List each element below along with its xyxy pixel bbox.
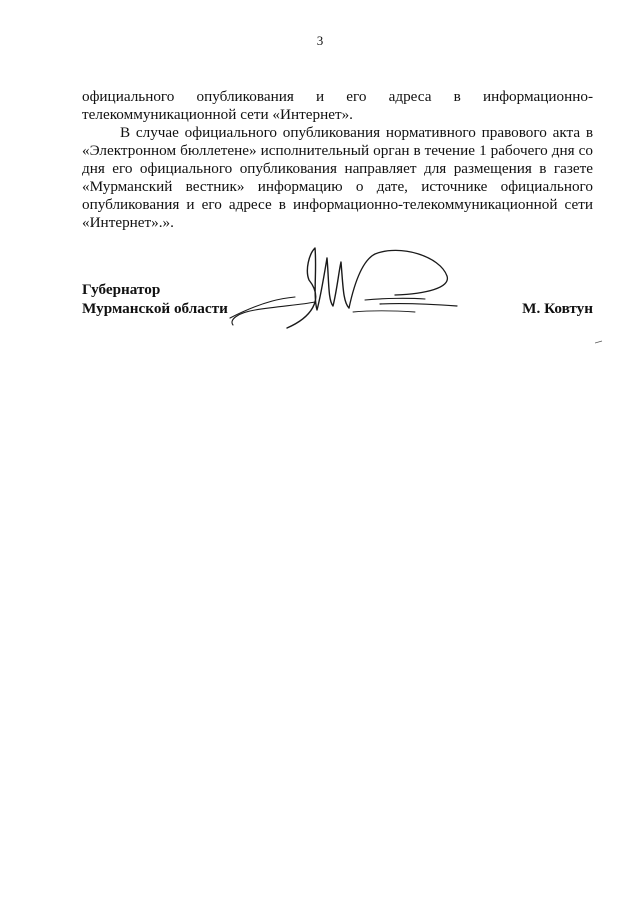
signatory-position [82, 280, 228, 318]
scan-mark [595, 340, 603, 344]
document-body [82, 88, 593, 232]
paragraph-continuation: официального опубликования и его адреса в информационно-телекоммуникационной сети «Интернет». [82, 88, 593, 123]
paragraph-publication-rule: В случае официального опубликования нормативного правового акта в «Электронном бюллетене» исполнительный орган в течение 1 рабочего дня со дня его официального опубликования направляет для размещения в газете «Мурманский вестник» информацию о дате, источнике официального опубликования и его адресе в информационно-телекоммуникационной сети «Интернет».». [82, 124, 593, 231]
signatory-position-line1: Губернатор [82, 281, 161, 298]
handwritten-signature [225, 240, 475, 335]
page-number: 3 [316, 33, 324, 48]
signatory-name: М. Ковтун [522, 300, 593, 317]
signatory-position-line2: Мурманской области [82, 300, 228, 317]
